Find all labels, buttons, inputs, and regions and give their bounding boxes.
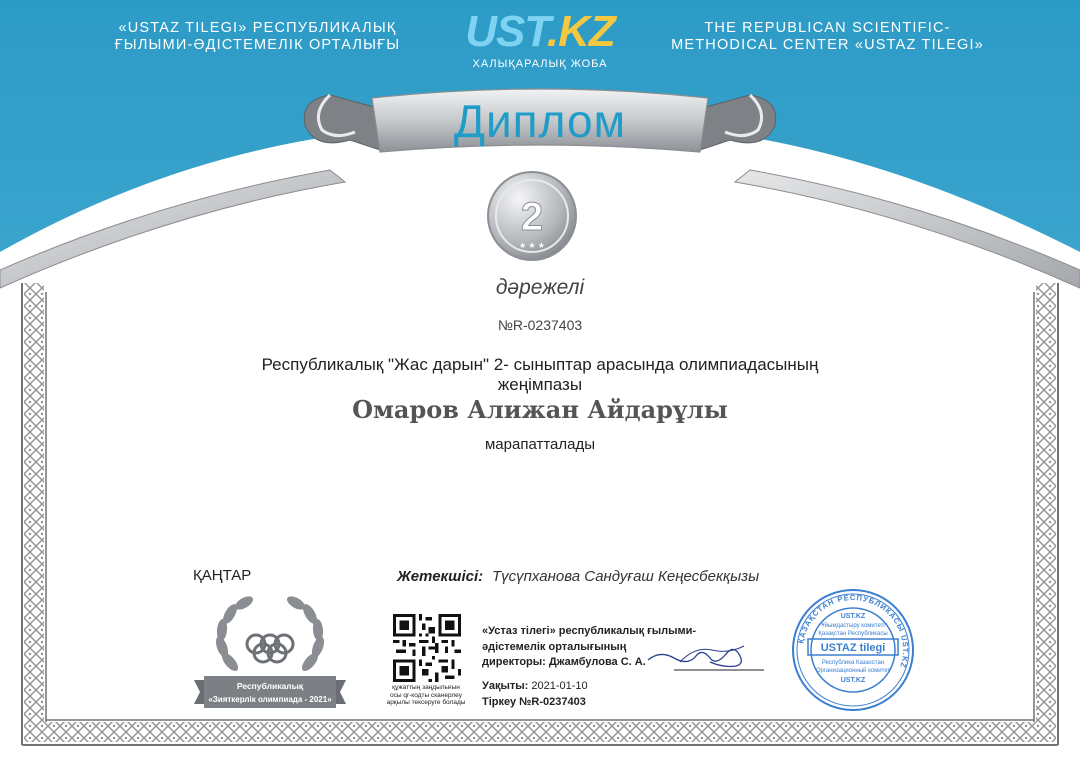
diploma-title: Диплом [453, 95, 627, 147]
qr-code-icon [393, 614, 461, 682]
olympiad-badge-icon [190, 592, 350, 714]
logo-part-kz: .KZ [546, 7, 615, 56]
org-kz-line2: ҒЫЛЫМИ-ӘДІСТЕМЕЛІК ОРТАЛЫҒЫ [114, 37, 401, 53]
official-stamp-icon [788, 588, 918, 712]
recipient-name: Омаров Алижан Айдарұлы [352, 395, 728, 424]
qr-caption-line1: құжаттың заңдылығын [392, 684, 460, 691]
registration-value: №R-0237403 [519, 696, 586, 708]
degree-word: дәрежелі [495, 276, 585, 299]
date-line [482, 680, 588, 692]
registration-line [482, 696, 586, 708]
stamp-line3: Республика Казахстан [821, 660, 885, 666]
director-line2: әдістемелік орталығының [482, 640, 627, 653]
qr-caption [370, 684, 482, 707]
diploma-number: №R-0237403 [497, 317, 583, 333]
award-line1: Республикалық "Жас дарын" 2- сыныптар арасында олимпиадасының [261, 355, 819, 374]
stamp-bottom: UST.KZ [840, 677, 866, 684]
org-en-line2: METHODICAL CENTER «USTAZ TILEGI» [671, 37, 984, 53]
qr-caption-line2: осы qr-кодты сканерлеу [390, 691, 462, 699]
org-en-line1: THE REPUBLICAN SCIENTIFIC- [704, 20, 951, 36]
qr-caption-line3: арқылы тексеруге болады [386, 699, 466, 706]
stamp-brand: USTAZ tilegi [820, 642, 886, 654]
logo-part-ust: UST [465, 7, 547, 56]
director-line3: директоры: Джамбулова С. А. [482, 656, 646, 668]
stamp-line2: Қазақстан Республикасы [818, 631, 888, 637]
supervisor-label: Жетекшісі: [397, 568, 484, 585]
date-value: 2021-01-10 [531, 680, 588, 692]
stamp-line4: Организационный комитет [815, 668, 891, 674]
month-label: ҚАҢТАР [193, 567, 252, 584]
logo-subtitle: ХАЛЫҚАРАЛЫҚ ЖОБА [472, 58, 608, 70]
stamp-site: UST.KZ [840, 613, 866, 620]
supervisor-name: Түсүпханова Сандуғаш Кеңесбекқызы [492, 568, 760, 585]
badge-line2: «Зияткерлік олимпиада - 2021» [208, 695, 332, 704]
award-line2: жеңімпазы [497, 375, 583, 394]
date-label: Уақыты: [482, 680, 529, 692]
medal-stars-icon: ★ ★ ★ [519, 241, 545, 250]
medal-number: 2 [520, 195, 544, 239]
registration-label: Тіркеу [482, 696, 517, 708]
badge-line1: Республикалық [236, 681, 304, 691]
awarded-text: марапатталады [484, 436, 596, 453]
signature-icon [640, 636, 764, 674]
org-kz-line1: «USTAZ TILEGI» РЕСПУБЛИКАЛЫҚ [118, 20, 397, 36]
stamp-ring-text: ҚАЗАҚСТАН РЕСПУБЛИКАСЫ UST.KZ [796, 592, 911, 670]
stamp-line1: Ұйымдастыру комитеті [821, 623, 885, 629]
director-line1: «Устаз тілегі» республикалық ғылыми- [482, 625, 697, 637]
